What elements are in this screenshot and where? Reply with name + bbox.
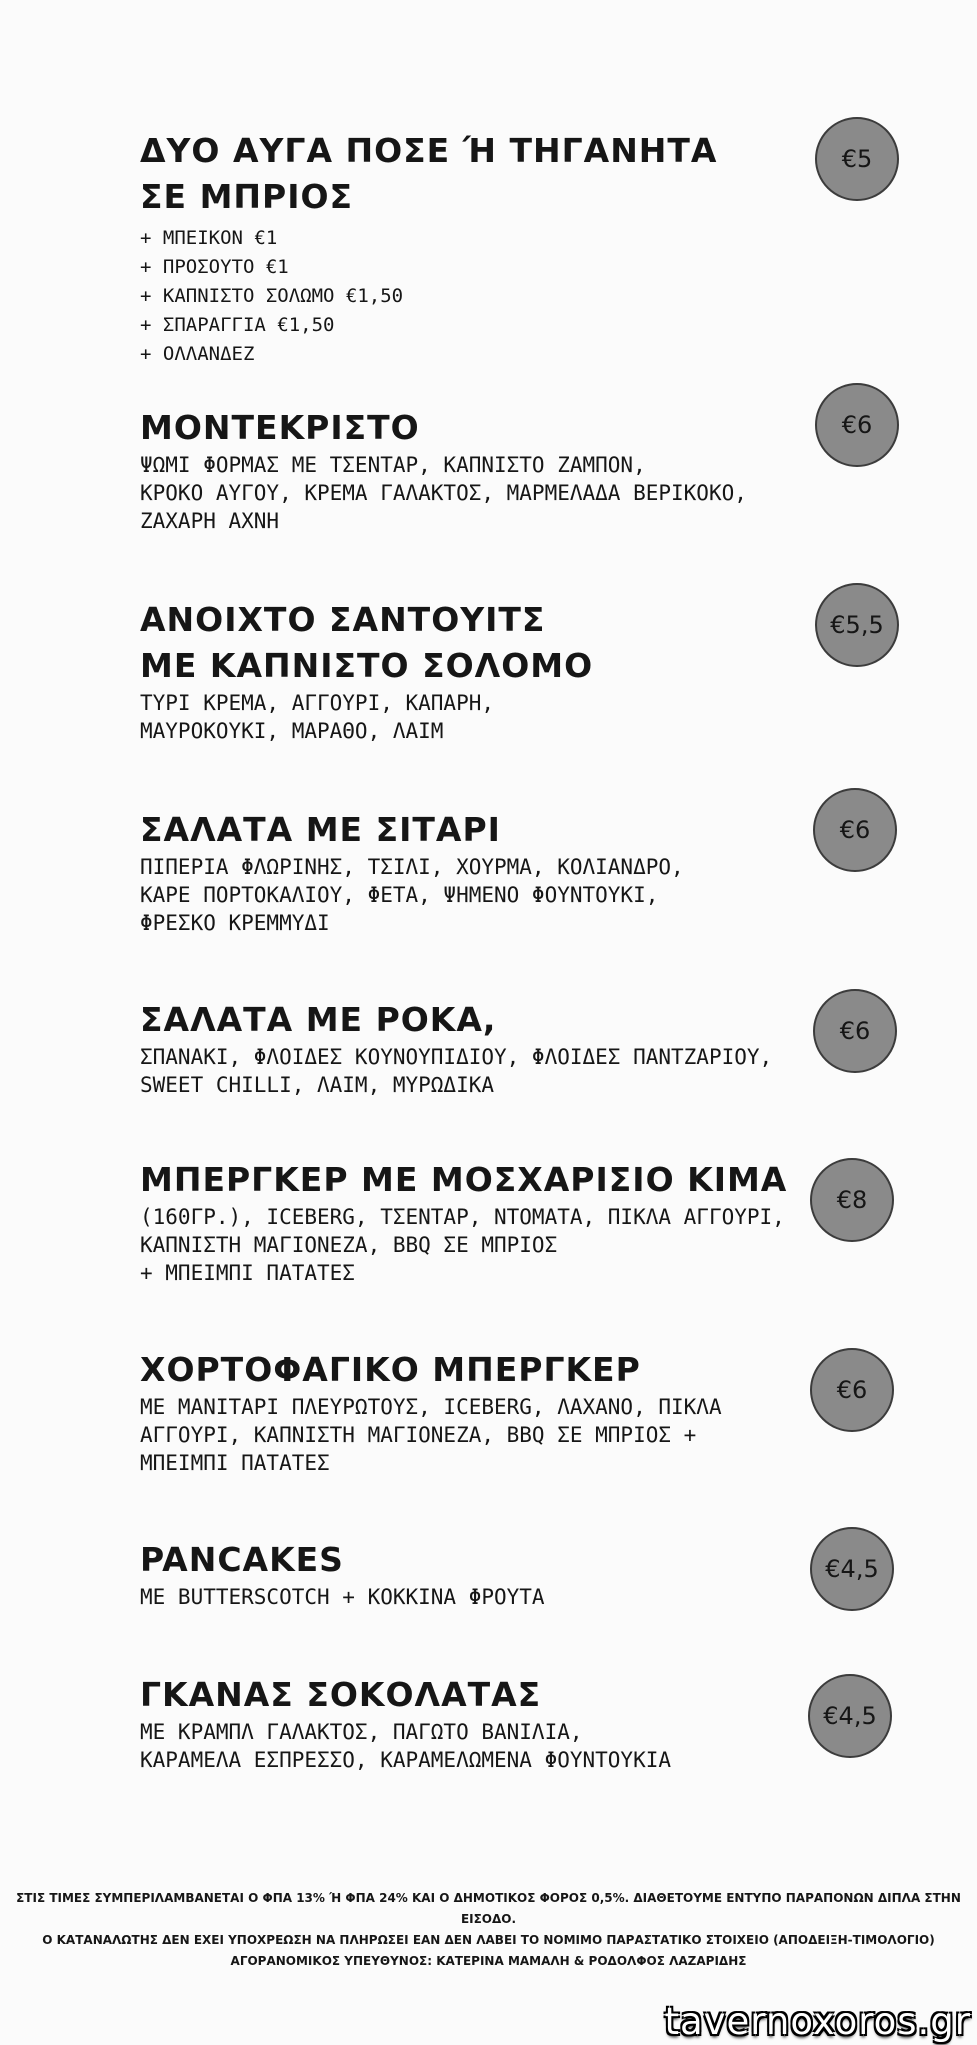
item-title: ΑΝΟΙΧΤΟ ΣΑΝΤΟΥΙΤΣ ΜΕ ΚΑΠΝΙΣΤΟ ΣΟΛΟΜΟ: [140, 600, 594, 685]
menu-item-pancakes: [140, 1537, 790, 1611]
item-description: ΠΙΠΕΡΙΑ ΦΛΩΡΙΝΗΣ, ΤΣΙΛΙ, ΧΟΥΡΜΑ, ΚΟΛΙΑΝΔΡΟ, ΚΑΡΕ ΠΟΡΤΟΚΑΛΙΟΥ, ΦΕΤΑ, ΨΗΜΕΝΟ ΦΟΥΝΤΟΥΚΙ, ΦΡΕΣΚΟ ΚΡΕΜΜΥΔΙ: [140, 855, 684, 935]
item-description: (160ΓΡ.), ICEBERG, ΤΣΕΝΤΑΡ, ΝΤΟΜΑΤΑ, ΠΙΚΛΑ ΑΓΓΟΥΡΙ, ΚΑΠΝΙΣΤΗ ΜΑΓΙΟΝΕΖΑ, BBQ ΣΕ ΜΠΡΙΟΣ + ΜΠΕΙΜΠΙ ΠΑΤΑΤΕΣ: [140, 1205, 785, 1285]
item-description: ΤΥΡΙ ΚΡΕΜΑ, ΑΓΓΟΥΡΙ, ΚΑΠΑΡΗ, ΜΑΥΡΟΚΟΥΚΙ, ΜΑΡΑΘΟ, ΛΑΙΜ: [140, 691, 495, 743]
footer-line: ΑΓΟΡΑΝΟΜΙΚΟΣ ΥΠΕΥΘΥΝΟΣ: ΚΑΤΕΡΙΝΑ ΜΑΜΑΛΗ & ΡΟΔΟΛΦΟΣ ΛΑΖΑΡΙΔΗΣ: [230, 1954, 747, 1968]
addon-item: + ΠΡΟΣΟΥΤΟ €1: [140, 253, 790, 282]
item-title: ΜΠΕΡΓΚΕΡ ΜΕ ΜΟΣΧΑΡΙΣΙΟ ΚΙΜΑ: [140, 1160, 788, 1199]
menu-item-wheat-salad: [140, 807, 790, 937]
watermark: tavernoxoros.gr: [664, 2000, 971, 2043]
menu-item-eggs: [140, 128, 790, 369]
menu-item-open-sandwich: [140, 597, 790, 745]
price-badge: €6: [815, 383, 899, 467]
item-title: ΓΚΑΝΑΣ ΣΟΚΟΛΑΤΑΣ: [140, 1675, 542, 1714]
item-title: ΔΥΟ ΑΥΓΑ ΠΟΣΕ Ή ΤΗΓΑΝΗΤΑ ΣΕ ΜΠΡΙΟΣ: [140, 131, 718, 216]
item-title: PANCAKES: [140, 1540, 344, 1579]
item-description: ΨΩΜΙ ΦΟΡΜΑΣ ΜΕ ΤΣΕΝΤΑΡ, ΚΑΠΝΙΣΤΟ ΖΑΜΠΟΝ, ΚΡΟΚΟ ΑΥΓΟΥ, ΚΡΕΜΑ ΓΑΛΑΚΤΟΣ, ΜΑΡΜΕΛΑΔΑ ΒΕΡΙΚΟΚΟ, ΖΑΧΑΡΗ ΑΧΝΗ: [140, 453, 747, 533]
price-badge: €6: [813, 788, 897, 872]
item-description: ΜΕ ΜΑΝΙΤΑΡΙ ΠΛΕΥΡΩΤΟΥΣ, ICEBERG, ΛΑΧΑΝΟ, ΠΙΚΛΑ ΑΓΓΟΥΡΙ, ΚΑΠΝΙΣΤΗ ΜΑΓΙΟΝΕΖΑ, BBQ ΣΕ ΜΠΡΙΟΣ + ΜΠΕΙΜΠΙ ΠΑΤΑΤΕΣ: [140, 1395, 722, 1475]
item-title: ΧΟΡΤΟΦΑΓΙΚΟ ΜΠΕΡΓΚΕΡ: [140, 1350, 641, 1389]
price-badge: €4,5: [808, 1674, 892, 1758]
menu-item-rocket-salad: [140, 997, 790, 1099]
addon-item: + ΣΠΑΡΑΓΓΙΑ €1,50: [140, 311, 790, 340]
footer-line: Ο ΚΑΤΑΝΑΛΩΤΗΣ ΔΕΝ ΕΧΕΙ ΥΠΟΧΡΕΩΣΗ ΝΑ ΠΛΗΡΩΣΕΙ ΕΑΝ ΔΕΝ ΛΑΒΕΙ ΤΟ ΝΟΜΙΜΟ ΠΑΡΑΣΤΑΤΙΚΟ ΣΤΟΙΧΕΙΟ (ΑΠΟΔΕΙΞΗ-ΤΙΜΟΛΟΓΙΟ): [42, 1933, 935, 1947]
item-title: ΣΑΛΑΤΑ ΜΕ ΡΟΚΑ,: [140, 1000, 497, 1039]
price-badge: €5,5: [815, 583, 899, 667]
price-badge: €6: [813, 989, 897, 1073]
menu-item-chocolate-ganache: [140, 1672, 790, 1774]
addon-item: + ΟΛΛΑΝΔΕΖ: [140, 340, 790, 369]
item-title: ΜΟΝΤΕΚΡΙΣΤΟ: [140, 408, 420, 447]
price-badge: €6: [810, 1348, 894, 1432]
addon-list: [140, 224, 790, 369]
footer-line: ΣΤΙΣ ΤΙΜΕΣ ΣΥΜΠΕΡΙΛΑΜΒΑΝΕΤΑΙ Ο ΦΠΑ 13% Ή ΦΠΑ 24% ΚΑΙ Ο ΔΗΜΟΤΙΚΟΣ ΦΟΡΟΣ 0,5%. ΔΙΑΘΕΤΟΥΜΕ ΕΝΤΥΠΟ ΠΑΡΑΠΟΝΩΝ ΔΙΠΛΑ ΣΤΗΝ ΕΙΣΟΔΟ.: [16, 1891, 961, 1926]
menu-item-montecristo: [140, 405, 790, 535]
menu-item-beef-burger: [140, 1157, 790, 1287]
menu-item-veggie-burger: [140, 1347, 790, 1477]
legal-footer: [0, 1888, 977, 1972]
price-badge: €8: [810, 1158, 894, 1242]
price-badge: €5: [815, 117, 899, 201]
item-title: ΣΑΛΑΤΑ ΜΕ ΣΙΤΑΡΙ: [140, 810, 501, 849]
price-badge: €4,5: [810, 1527, 894, 1611]
addon-item: + ΚΑΠΝΙΣΤΟ ΣΟΛΩΜΟ €1,50: [140, 282, 790, 311]
item-description: ΜΕ ΚΡΑΜΠΛ ΓΑΛΑΚΤΟΣ, ΠΑΓΩΤΟ ΒΑΝΙΛΙΑ, ΚΑΡΑΜΕΛΑ ΕΣΠΡΕΣΣΟ, ΚΑΡΑΜΕΛΩΜΕΝΑ ΦΟΥΝΤΟΥΚΙΑ: [140, 1720, 672, 1772]
item-description: ΣΠΑΝΑΚΙ, ΦΛΟΙΔΕΣ ΚΟΥΝΟΥΠΙΔΙΟΥ, ΦΛΟΙΔΕΣ ΠΑΝΤΖΑΡΙΟΥ, SWEET CHILLI, ΛΑΙΜ, ΜΥΡΩΔΙΚΑ: [140, 1045, 773, 1097]
item-description: ΜΕ BUTTERSCOTCH + ΚΟΚΚΙΝΑ ΦΡΟΥΤΑ: [140, 1585, 545, 1609]
addon-item: + ΜΠΕΙΚΟΝ €1: [140, 224, 790, 253]
